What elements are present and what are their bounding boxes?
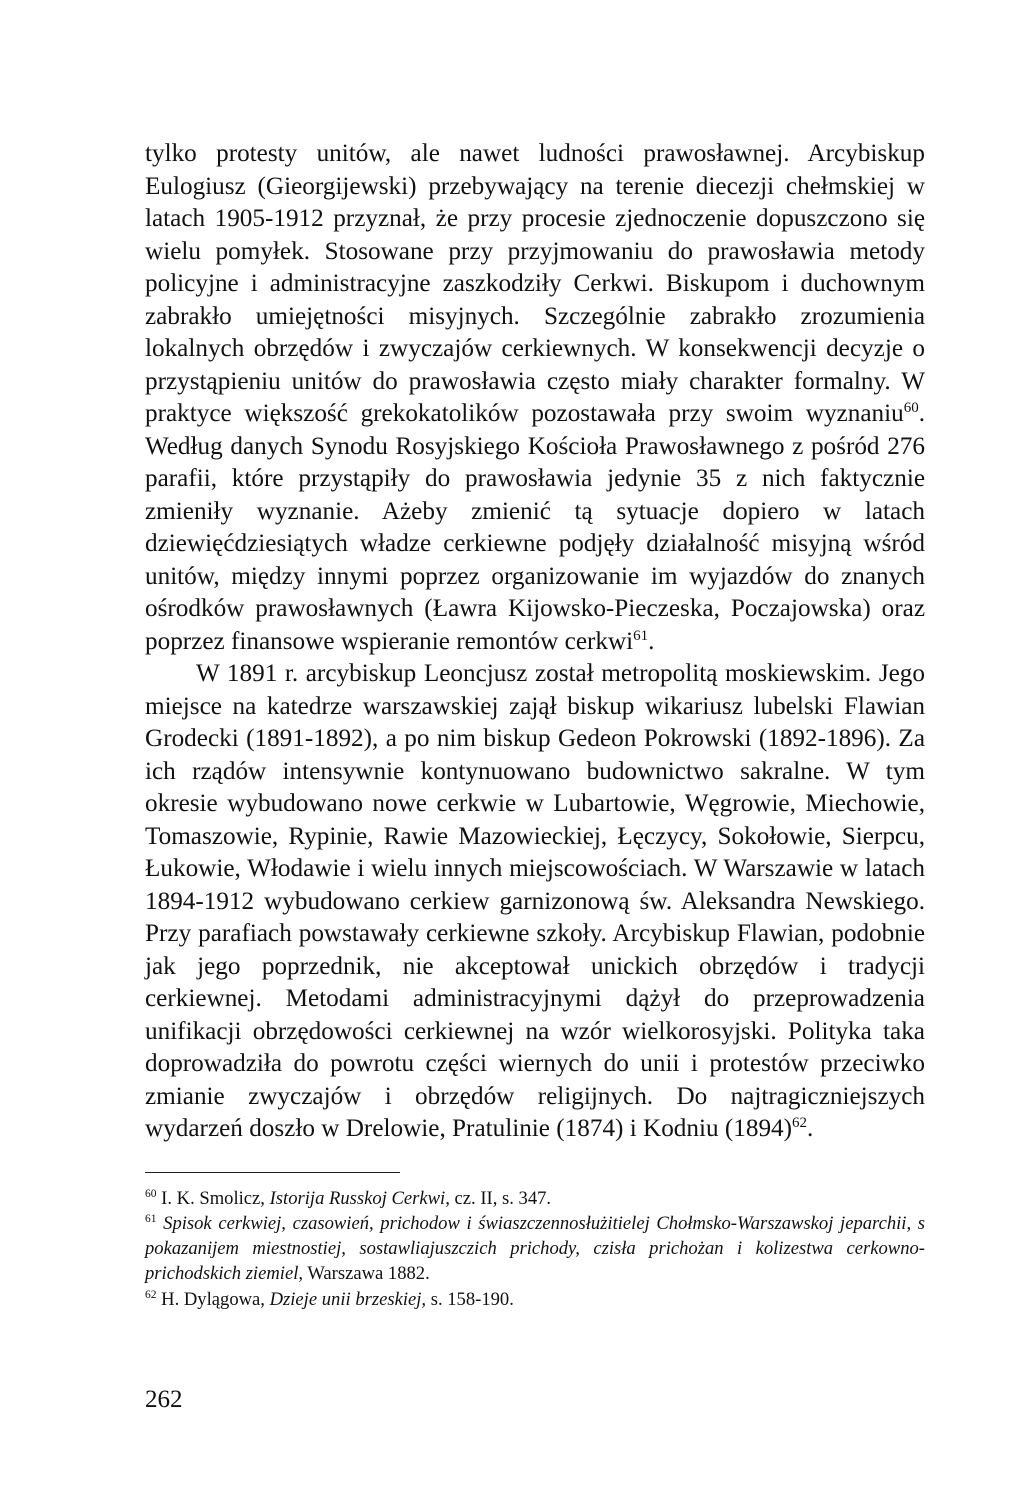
paragraph-1-text-b: . Według danych Synodu Rosyjskiego Kościoła Prawosławnego z pośród 276 parafii, które przystąpiły do prawosławia jedynie 35 z nich faktycznie zmieniły wyznanie. Ażeby zmienić tą sytuacje dopiero w latach dziewięćdziesiątych władze cerkiewne podjęły działalność misyjną wśród unitów, między innymi poprzez organizowanie im wyjazdów do znanych ośrodków prawosławnych (Ławra Kijowsko-Pieczeska, Poczajowska) oraz poprzez finansowe wspieranie remontów cerkwi [145, 400, 925, 655]
footnote-text: cz. II, s. 347. [449, 1187, 552, 1209]
footnote-text: s. 158-190. [426, 1288, 514, 1310]
paragraph-1-text-a: tylko protesty unitów, ale nawet ludności prawosławnej. Arcybiskup Eulogiusz (Gieorgijewski) przebywający na terenie diecezji chełmskiej w latach 1905-1912 przyznał, że przy procesie zjednoczenie dopuszczono się wielu pomyłek. Stosowane przy przyjmowaniu do prawosławia metody policyjne i administracyjne zaszkodziły Cerkwi. Biskupom i duchownym zabrakło umiejętności misyjnych. Szczególnie zabrakło zrozumienia lokalnych obrzędów i zwyczajów cerkiewnych. W konsekwencji decyzje o przystąpieniu unitów do prawosławia często miały charakter formalny. W praktyce większość grekokatolików pozostawała przy swoim wyznaniu [145, 140, 925, 427]
footnote-number: 62 [145, 1288, 157, 1301]
footnote-ref-62[interactable]: 62 [792, 1115, 808, 1131]
footnote-ref-60[interactable]: 60 [903, 400, 919, 416]
main-text [145, 138, 925, 1146]
paragraph-1 [145, 138, 925, 658]
footnote-title: Dzieje unii brzeskiej, [269, 1288, 427, 1310]
footnote-number: 61 [145, 1212, 157, 1225]
footnotes [145, 1186, 925, 1312]
paragraph-2-text-a: W 1891 r. arcybiskup Leoncjusz został metropolitą moskiewskim. Jego miejsce na katedrze warszawskiej zajął biskup wikariusz lubelski Flawian Grodecki (1891-1892), a po nim biskup Gedeon Pokrowski (1892-1896). Za ich rządów intensywnie kontynuowano budownictwo sakralne. W tym okresie wybudowano nowe cerkwie w Lubartowie, Węgrowie, Miechowie, Tomaszowie, Rypinie, Rawie Mazowieckiej, Łęczycy, Sokołowie, Sierpcu, Łukowie, Włodawie i wielu innych miejscowościach. W Warszawie w latach 1894-1912 wybudowano cerkiew garnizonową św. Aleksandra Newskiego. Przy parafiach powstawały cerkiewne szkoły. Arcybiskup Flawian, podobnie jak jego poprzednik, nie akceptował unickich obrzędów i tradycji cerkiewnej. Metodami administracyjnymi dążył do przeprowadzenia unifikacji obrzędowości cerkiewnej na wzór wielkorosyjski. Polityka taka doprowadziła do powrotu części wiernych do unii i protestów przeciwko zmianie zwyczajów i obrzędów religijnych. Do najtragiczniejszych wydarzeń doszło w Drelowie, Pratulinie (1874) i Kodniu (1894) [145, 660, 925, 1142]
footnote-text: H. Dylągowa, [156, 1288, 270, 1310]
footnote-62 [145, 1287, 925, 1312]
footnote-text: Warszawa 1882. [303, 1263, 430, 1285]
footnote-61 [145, 1211, 925, 1287]
paragraph-2 [145, 658, 925, 1146]
footnote-number: 60 [145, 1187, 157, 1200]
paragraph-2-text-c: . [807, 1115, 814, 1142]
page-number: 262 [145, 1386, 183, 1413]
footnote-ref-61[interactable]: 61 [633, 627, 649, 644]
footnote-divider [145, 1172, 400, 1173]
footnote-60 [145, 1186, 925, 1211]
footnote-title: Istorija Russkoj Cerkwi, [269, 1187, 450, 1209]
footnote-title: Spisok cerkwiej, czasowień, prichodow i świaszczennosłużitielej Chołmsko-Warszawskoj jeparchii, s pokazanijem miestnostiej, sostawliajuszczich prichody, czisła prichożan i kolizestwa cerkowno-prichodskich ziemiel, [145, 1212, 925, 1285]
paragraph-1-text-c: . [648, 627, 655, 655]
footnote-text: I. K. Smolicz, [156, 1187, 270, 1209]
page-content [145, 138, 925, 1312]
